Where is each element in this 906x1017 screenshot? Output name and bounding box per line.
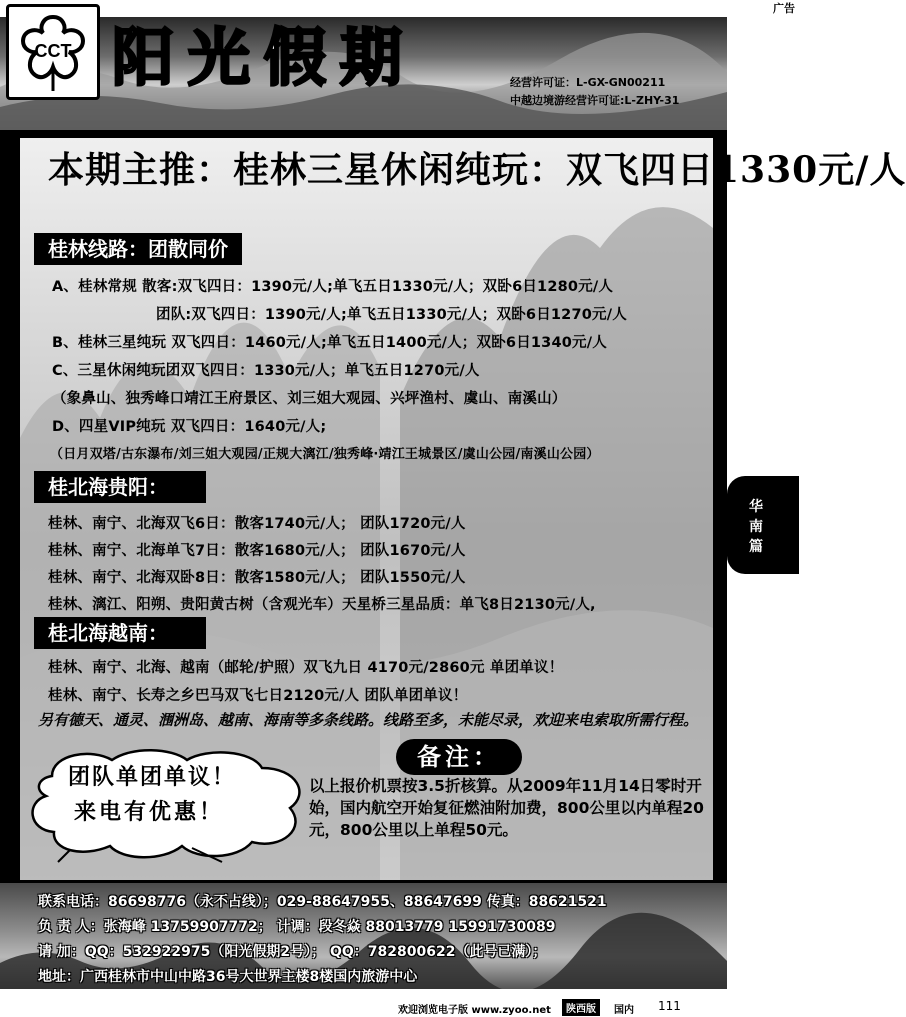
side-tab-char: 华 [749, 499, 763, 515]
route-line: D、四星VIP纯玩 双飞四日：1640元/人; [52, 419, 327, 435]
edition-badge: 陕西版 [562, 999, 600, 1016]
route-line: 桂林、漓江、阳朔、贵阳黄古树（含观光车）天星桥三星品质：单飞8日2130元/人, [48, 597, 596, 613]
contact-phone: 联系电话：86698776（永不占线）；029-88647955、88647699 传真：88621521 [38, 894, 607, 910]
website-text: 欢迎浏览电子版 www.zyoo.net [398, 1005, 551, 1016]
section-title-beihai-guiyang: 桂北海贵阳： [34, 471, 206, 503]
brand-title: 阳光假期 [112, 21, 417, 94]
route-line: （象鼻山、独秀峰口靖江王府景区、刘三姐大观园、兴坪渔村、虞山、南溪山） [52, 391, 567, 407]
logo-text: CCT [34, 41, 72, 61]
section-label: 国内 [614, 1005, 634, 1016]
section-title-guilin: 桂林线路：团散同价 [34, 233, 242, 265]
border-license-number: 中越边境游经营许可证:L-ZHY-31 [510, 94, 680, 107]
route-line: 桂林、南宁、北海、越南（邮轮/护照）双飞九日 4170元/2860元 单团单议！ [48, 660, 564, 676]
route-line: A、桂林常规 散客:双飞四日：1390元/人;单飞五日1330元/人；双卧6日1280元/人 [52, 279, 614, 295]
section-title-beihai-vietnam: 桂北海越南： [34, 617, 206, 649]
route-line: C、三星休闲纯玩团双飞四日：1330元/人；单飞五日1270元/人 [52, 363, 480, 379]
cct-logo [6, 4, 100, 100]
handwritten-note: 另有德天、通灵、涠洲岛、越南、海南等多条线路。线路至多，未能尽录，欢迎来电索取所需行程。 [38, 711, 699, 729]
route-line: 桂林、南宁、北海单飞7日：散客1680元/人； 团队1670元/人 [48, 543, 466, 559]
cloud-text-call-discount: 来电有优惠！ [74, 799, 225, 825]
route-line: 团队:双飞四日：1390元/人;单飞五日1330元/人；双卧6日1270元/人 [156, 307, 627, 323]
side-tab-char: 篇 [749, 539, 763, 555]
route-line: 桂林、南宁、北海双卧8日：散客1580元/人； 团队1550元/人 [48, 570, 466, 586]
ad-tag: 广告 [727, 0, 799, 17]
page-number: 111 [658, 999, 681, 1013]
note-title: 备注： [396, 739, 522, 775]
license-number: 经营许可证：L-GX-GN00211 [510, 76, 666, 89]
headline: 本期主推：桂林三星休闲纯玩：双飞四日1330元/人 [48, 149, 906, 191]
side-tab-south-china [727, 476, 799, 574]
side-tab-char: 南 [749, 519, 763, 535]
contact-address: 地址：广西桂林市中山中路36号大世界主楼8楼国内旅游中心 [38, 969, 418, 985]
contact-person: 负 责 人：张海峰 13759907772； 计调：段冬焱 88013779 15991730089 [38, 919, 556, 935]
cloud-text-group-deal: 团队单团单议！ [68, 764, 237, 790]
route-line: （日月双塔/古东瀑布/刘三姐大观园/正规大漓江/独秀峰·靖江王城景区/虞山公园/南溪山公园） [50, 447, 600, 462]
note-text: 以上报价机票按3.5折核算。从2009年11月14日零时开始，国内航空开始复征燃油附加费，800公里以内单程20元，800公里以上单程50元。 [309, 777, 704, 839]
contact-qq: 请 加：QQ：532922975（阳光假期2号）； QQ：782800622（此号已满）； [38, 944, 547, 960]
route-line: B、桂林三星纯玩 双飞四日：1460元/人;单飞五日1400元/人；双卧6日1340元/人 [52, 335, 607, 351]
route-line: 桂林、南宁、长寿之乡巴马双飞七日2120元/人 团队单团单议！ [48, 688, 468, 704]
route-line: 桂林、南宁、北海双飞6日：散客1740元/人； 团队1720元/人 [48, 516, 466, 532]
